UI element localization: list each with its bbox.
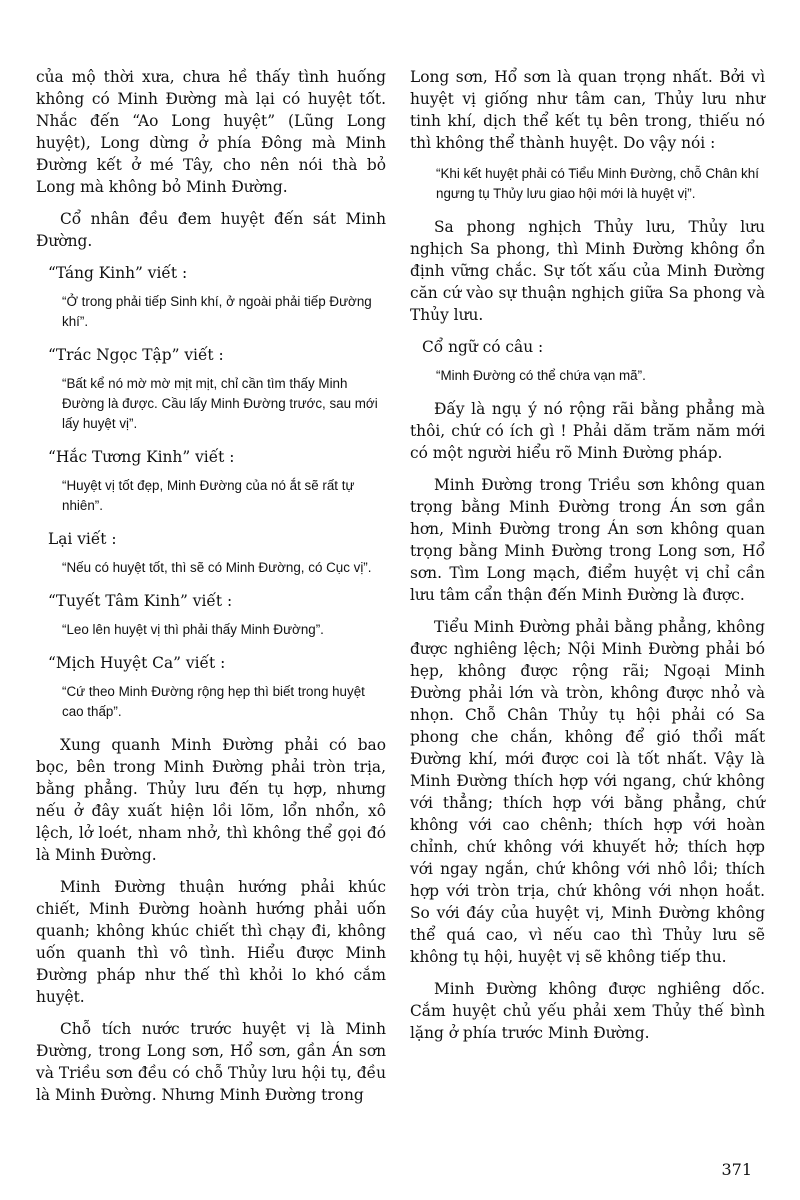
citation-label: Lại viết : [48, 530, 117, 548]
left-column [36, 66, 386, 1116]
right-column [410, 66, 765, 1054]
quote: “Huyệt vị tốt đẹp, Minh Đường của nó ắt sẽ rất tự nhiên”. [62, 478, 355, 513]
paragraph: Cổ nhân đều đem huyệt đến sát Minh Đường. [36, 210, 386, 250]
paragraph: Long sơn, Hổ sơn là quan trọng nhất. Bởi vì huyệt vị giống như tâm can, Thủy lưu như tinh khí, dịch thể kết tụ bên trong, thiếu nó thì không thể thành huyệt. Do vậy nói : [410, 68, 765, 152]
quote: “Cứ theo Minh Đường rộng hẹp thì biết trong huyệt cao thấp”. [62, 684, 365, 719]
quote: “Ở trong phải tiếp Sinh khí, ở ngoài phải tiếp Đường khí”. [62, 294, 372, 329]
citation-label: “Tuyết Tâm Kinh” viết : [48, 592, 233, 610]
citation-label: “Hắc Tương Kinh” viết : [48, 448, 235, 466]
quote: “Minh Đường có thể chứa vạn mã”. [436, 368, 646, 383]
paragraph: Minh Đường trong Triều sơn không quan trọng bằng Minh Đường trong Án sơn gần hơn, Minh Đường trong Án sơn không quan trọng bằng Minh Đường trong Long sơn, Hổ sơn. Tìm Long mạch, điểm huyệt vị chỉ cần lưu tâm cẩn thận đến Minh Đường là được. [410, 476, 765, 604]
quote: “Bất kể nó mờ mờ mịt mịt, chỉ cần tìm thấy Minh Đường là được. Cầu lấy Minh Đường trước, sau mới lấy huyệt vị”. [62, 376, 378, 431]
paragraph: Chỗ tích nước trước huyệt vị là Minh Đường, trong Long sơn, Hổ sơn, gần Án sơn và Triều sơn đều có chỗ Thủy lưu hội tụ, đều là Minh Đường. Nhưng Minh Đường trong [36, 1020, 386, 1104]
citation-label: “Trác Ngọc Tập” viết : [48, 346, 224, 364]
paragraph: của mộ thời xưa, chưa hề thấy tình huống không có Minh Đường mà lại có huyệt tốt. Nhắc đến “Ao Long huyệt” (Lũng Long huyệt), Long dừng ở phía Đông mà Minh Đường kết ở mé Tây, cho nên nói thà bỏ Long mà không bỏ Minh Đường. [36, 68, 386, 196]
paragraph: Tiểu Minh Đường phải bằng phẳng, không được nghiêng lệch; Nội Minh Đường phải bó hẹp, không được rộng rãi; Ngoại Minh Đường phải lớn và tròn, không được nhỏ và nhọn. Chỗ Chân Thủy tụ hội phải có Sa phong che chắn, không để gió thổi mất Đường khí, mới được coi là tốt nhất. Vậy là Minh Đường thích hợp với ngang, chứ không với thẳng; thích hợp với bằng phẳng, chứ không với cao chênh; thích hợp với hoàn chỉnh, chứ không với khuyết hở; thích hợp với ngay ngắn, chứ không với nhô lồi; thích hợp với tròn trịa, chứ không với nhọn hoắt. So với đáy của huyệt vị, Minh Đường không thể quá cao, vì nếu cao thì Thủy lưu sẽ không tụ hội, huyệt vị sẽ không tiếp thu. [410, 618, 765, 966]
citation-label: “Mịch Huyệt Ca” viết : [48, 654, 226, 672]
citation-label: “Táng Kinh” viết : [48, 264, 188, 282]
quote: “Leo lên huyệt vị thì phải thấy Minh Đường”. [62, 622, 324, 637]
quote: “Khi kết huyệt phải có Tiểu Minh Đường, chỗ Chân khí ngưng tụ Thủy lưu giao hội mới là huyệt vị”. [436, 166, 759, 201]
paragraph: Xung quanh Minh Đường phải có bao bọc, bên trong Minh Đường phải tròn trịa, bằng phẳng. Thủy lưu đến tụ hợp, nhưng nếu ở đây xuất hiện lồi lõm, lổn nhổn, xô lệch, lở loét, nham nhở, thì không thể gọi đó là Minh Đường. [36, 736, 386, 864]
quote: “Nếu có huyệt tốt, thì sẽ có Minh Đường, có Cục vị”. [62, 560, 372, 575]
citation-label: Cổ ngữ có câu : [422, 338, 544, 356]
paragraph: Sa phong nghịch Thủy lưu, Thủy lưu nghịch Sa phong, thì Minh Đường không ổn định vững chắc. Sự tốt xấu của Minh Đường căn cứ vào sự thuận nghịch giữa Sa phong và Thủy lưu. [410, 218, 765, 324]
paragraph: Minh Đường không được nghiêng dốc. Cắm huyệt chủ yếu phải xem Thủy thế bình lặng ở phía trước Minh Đường. [410, 980, 765, 1042]
page-number: 371 [721, 1160, 752, 1179]
paragraph: Minh Đường thuận hướng phải khúc chiết, Minh Đường hoành hướng phải uốn quanh; không khúc chiết thì chạy đi, không uốn quanh thì vô tình. Hiểu được Minh Đường pháp như thế thì khỏi lo khó cắm huyệt. [36, 878, 386, 1006]
paragraph: Đấy là ngụ ý nó rộng rãi bằng phẳng mà thôi, chứ có ích gì ! Phải dăm trăm năm mới có một người hiểu rõ Minh Đường pháp. [410, 400, 765, 462]
